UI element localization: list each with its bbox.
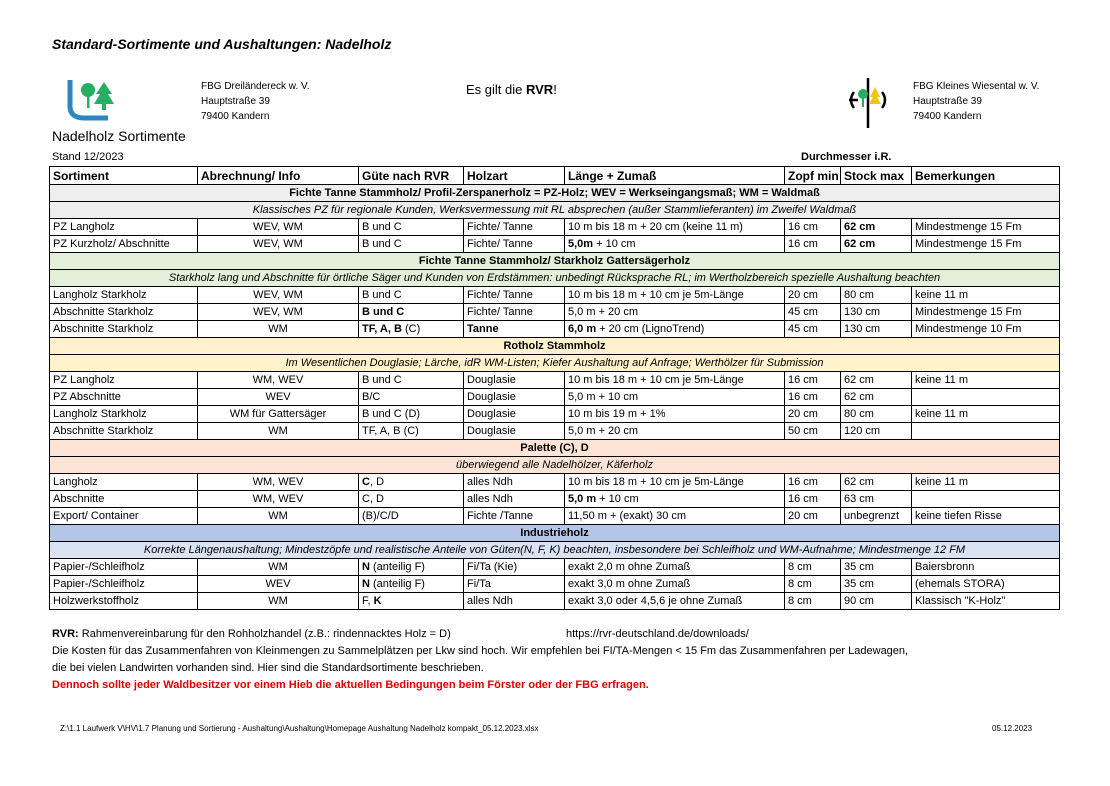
cell-sortiment: PZ Abschnitte bbox=[50, 389, 198, 406]
cell-zopf: 45 cm bbox=[785, 304, 841, 321]
table-row bbox=[50, 304, 1060, 321]
table-row bbox=[50, 372, 1060, 389]
cell-zopf: 20 cm bbox=[785, 406, 841, 423]
cell-sortiment: PZ Langholz bbox=[50, 372, 198, 389]
right-org-street: Hauptstraße 39 bbox=[913, 96, 982, 107]
cell-zopf: 45 cm bbox=[785, 321, 841, 338]
cell-laenge bbox=[565, 236, 785, 253]
cell-zopf: 16 cm bbox=[785, 219, 841, 236]
cell-abrechnung: WM bbox=[198, 508, 359, 525]
cell-zopf: 16 cm bbox=[785, 236, 841, 253]
cell-zopf: 16 cm bbox=[785, 389, 841, 406]
group-title: Palette (C), D bbox=[50, 440, 1060, 457]
cell-zopf: 16 cm bbox=[785, 474, 841, 491]
cell-sortiment: Abschnitte Starkholz bbox=[50, 423, 198, 440]
cell-bemerkungen: Baiersbronn bbox=[912, 559, 1060, 576]
warning-text: Dennoch sollte jeder Waldbesitzer vor einem Hieb die aktuellen Bedingungen beim Förster oder der FBG erfragen. bbox=[52, 679, 649, 691]
cell-guete-bold: C bbox=[362, 476, 370, 488]
cell-holzart: Fi/Ta bbox=[464, 576, 565, 593]
header-stock: Stock max bbox=[841, 167, 912, 185]
cell-laenge: 11,50 m + (exakt) 30 cm bbox=[565, 508, 785, 525]
cell-holzart: Fichte/ Tanne bbox=[464, 304, 565, 321]
cell-abrechnung: WM bbox=[198, 593, 359, 610]
cell-stock: 63 cm bbox=[841, 491, 912, 508]
cell-bemerkungen: (ehemals STORA) bbox=[912, 576, 1060, 593]
cell-laenge-bold: 5,0 m bbox=[568, 493, 597, 505]
header-laenge: Länge + Zumaß bbox=[565, 167, 785, 185]
cell-guete bbox=[359, 593, 464, 610]
group-title: Rotholz Stammholz bbox=[50, 338, 1060, 355]
table-row bbox=[50, 389, 1060, 406]
cell-sortiment: Abschnitte Starkholz bbox=[50, 304, 198, 321]
cell-guete: B und C (D) bbox=[359, 406, 464, 423]
table-row bbox=[50, 508, 1060, 525]
rvr-link[interactable]: https://rvr-deutschland.de/downloads/ bbox=[566, 628, 749, 640]
cell-laenge: 5,0 m + 10 cm bbox=[565, 389, 785, 406]
cell-holzart: alles Ndh bbox=[464, 474, 565, 491]
cell-sortiment: Langholz bbox=[50, 474, 198, 491]
table-row bbox=[50, 423, 1060, 440]
cell-zopf: 50 cm bbox=[785, 423, 841, 440]
cell-laenge-rest: + 10 cm bbox=[596, 493, 639, 505]
cell-guete: B und C bbox=[359, 219, 464, 236]
cell-stock: 62 cm bbox=[841, 236, 912, 253]
cell-guete-pre: F, bbox=[362, 595, 374, 607]
left-org-name: FBG Dreiländereck w. V. bbox=[201, 81, 310, 92]
cell-holzart: Fichte /Tanne bbox=[464, 508, 565, 525]
right-org-city: 79400 Kandern bbox=[913, 111, 982, 122]
page-title: Standard-Sortimente und Aushaltungen: Nadelholz bbox=[52, 36, 392, 52]
cell-bemerkungen: Mindestmenge 15 Fm bbox=[912, 219, 1060, 236]
cell-stock: 130 cm bbox=[841, 321, 912, 338]
cell-guete-rest: (C) bbox=[401, 323, 421, 335]
group-subtitle: Im Wesentlichen Douglasie; Lärche, idR WM-Listen; Kiefer Aushaltung auf Anfrage; Werthölzer für Submission bbox=[50, 355, 1060, 372]
rvr-notice-bold: RVR bbox=[525, 82, 554, 97]
cell-abrechnung: WM, WEV bbox=[198, 372, 359, 389]
table-row bbox=[50, 474, 1060, 491]
cell-guete-rest: , D bbox=[369, 476, 385, 488]
cell-laenge: exakt 3,0 oder 4,5,6 je ohne Zumaß bbox=[565, 593, 785, 610]
cell-laenge bbox=[565, 491, 785, 508]
cell-abrechnung: WEV bbox=[198, 389, 359, 406]
group-title: Industrieholz bbox=[50, 525, 1060, 542]
cell-sortiment: Holzwerkstoffholz bbox=[50, 593, 198, 610]
cell-abrechnung: WEV, WM bbox=[198, 219, 359, 236]
rvr-footnote-text: Rahmenvereinbarung für den Rohholzhandel (z.B.: rindennacktes Holz = D) bbox=[78, 628, 451, 640]
cell-sortiment: Papier-/Schleifholz bbox=[50, 576, 198, 593]
cell-guete: TF, A, B (C) bbox=[359, 423, 464, 440]
cell-guete-bold: N bbox=[362, 561, 370, 573]
table-row bbox=[50, 559, 1060, 576]
group-subtitle: überwiegend alle Nadelhölzer, Käferholz bbox=[50, 457, 1060, 474]
cell-laenge-bold: 5,0m bbox=[568, 238, 594, 250]
cell-guete bbox=[359, 474, 464, 491]
cell-holzart: alles Ndh bbox=[464, 491, 565, 508]
cell-stock: 35 cm bbox=[841, 576, 912, 593]
right-org-name: FBG Kleines Wiesental w. V. bbox=[913, 81, 1040, 92]
group-header-row bbox=[50, 525, 1060, 542]
cell-guete: B und C bbox=[359, 372, 464, 389]
trees-logo-icon bbox=[66, 78, 116, 127]
cell-stock: 130 cm bbox=[841, 304, 912, 321]
print-date: 05.12.2023 bbox=[992, 724, 1033, 733]
cell-zopf: 20 cm bbox=[785, 287, 841, 304]
cell-bemerkungen: keine tiefen Risse bbox=[912, 508, 1060, 525]
cell-abrechnung: WM, WEV bbox=[198, 474, 359, 491]
cell-abrechnung: WM, WEV bbox=[198, 491, 359, 508]
cell-guete bbox=[359, 321, 464, 338]
group-subtitle: Klassisches PZ für regionale Kunden, Werksvermessung mit RL absprechen (außer Stammlieferanten) im Zweifel Waldmaß bbox=[50, 202, 1060, 219]
cell-zopf: 8 cm bbox=[785, 593, 841, 610]
group-header-row bbox=[50, 338, 1060, 355]
rvr-notice bbox=[466, 82, 557, 97]
cell-guete bbox=[359, 576, 464, 593]
cell-bemerkungen: keine 11 m bbox=[912, 474, 1060, 491]
sortiment-table bbox=[49, 166, 1060, 610]
cell-laenge-rest: + 10 cm bbox=[593, 238, 636, 250]
group-subheader-row bbox=[50, 542, 1060, 559]
cell-holzart: Fi/Ta (Kie) bbox=[464, 559, 565, 576]
rvr-notice-suffix: ! bbox=[553, 82, 557, 97]
group-subheader-row bbox=[50, 355, 1060, 372]
cell-abrechnung: WEV, WM bbox=[198, 236, 359, 253]
cell-bemerkungen: Mindestmenge 15 Fm bbox=[912, 304, 1060, 321]
cell-laenge: 10 m bis 18 m + 10 cm je 5m-Länge bbox=[565, 372, 785, 389]
header-holzart: Holzart bbox=[464, 167, 565, 185]
cell-sortiment: Abschnitte bbox=[50, 491, 198, 508]
cell-stock: 80 cm bbox=[841, 406, 912, 423]
footnote-line-2: Die Kosten für das Zusammenfahren von Kleinmengen zu Sammelplätzen per Lkw sind hoch. Wir empfehlen bei FI/TA-Mengen < 15 Fm das Zusammenfahren per Ladewagen, bbox=[52, 645, 909, 657]
cell-sortiment: Langholz Starkholz bbox=[50, 406, 198, 423]
cell-stock: 62 cm bbox=[841, 389, 912, 406]
group-title: Fichte Tanne Stammholz/ Profil-Zerspanerholz = PZ-Holz; WEV = Werkseingangsmaß; WM = Waldmaß bbox=[50, 185, 1060, 202]
cell-stock: 120 cm bbox=[841, 423, 912, 440]
group-title: Fichte Tanne Stammholz/ Starkholz Gattersägerholz bbox=[50, 253, 1060, 270]
header-sortiment: Sortiment bbox=[50, 167, 198, 185]
cell-holzart: Tanne bbox=[464, 321, 565, 338]
cell-sortiment: Langholz Starkholz bbox=[50, 287, 198, 304]
cell-guete: C, D bbox=[359, 491, 464, 508]
cell-guete bbox=[359, 559, 464, 576]
cell-stock: 62 cm bbox=[841, 372, 912, 389]
cell-bemerkungen bbox=[912, 491, 1060, 508]
cell-sortiment: Export/ Container bbox=[50, 508, 198, 525]
cell-laenge: 10 m bis 19 m + 1% bbox=[565, 406, 785, 423]
cell-laenge: 10 m bis 18 m + 20 cm (keine 11 m) bbox=[565, 219, 785, 236]
group-subheader-row bbox=[50, 270, 1060, 287]
cell-guete: B und C bbox=[359, 287, 464, 304]
cell-zopf: 8 cm bbox=[785, 576, 841, 593]
rvr-notice-prefix: Es gilt die bbox=[466, 82, 526, 97]
cell-guete: (B)/C/D bbox=[359, 508, 464, 525]
cell-laenge: exakt 3,0 m ohne Zumaß bbox=[565, 576, 785, 593]
cell-bemerkungen: Klassisch "K-Holz" bbox=[912, 593, 1060, 610]
header-abrechnung: Abrechnung/ Info bbox=[198, 167, 359, 185]
cell-laenge: 5,0 m + 20 cm bbox=[565, 304, 785, 321]
cell-bemerkungen: keine 11 m bbox=[912, 406, 1060, 423]
left-org-street: Hauptstraße 39 bbox=[201, 96, 270, 107]
cell-holzart: Douglasie bbox=[464, 389, 565, 406]
cell-laenge: 5,0 m + 20 cm bbox=[565, 423, 785, 440]
header-zopf: Zopf min bbox=[785, 167, 841, 185]
cell-sortiment: PZ Kurzholz/ Abschnitte bbox=[50, 236, 198, 253]
table-row bbox=[50, 287, 1060, 304]
cell-laenge: 10 m bis 18 m + 10 cm je 5m-Länge bbox=[565, 287, 785, 304]
table-row bbox=[50, 321, 1060, 338]
table-row bbox=[50, 491, 1060, 508]
footnote-line-3: die bei vielen Landwirten vorhanden sind. Hier sind die Standardsortimente beschrieben. bbox=[52, 662, 484, 674]
table-row bbox=[50, 576, 1060, 593]
cell-abrechnung: WM bbox=[198, 423, 359, 440]
header-guete: Güte nach RVR bbox=[359, 167, 464, 185]
cell-abrechnung: WM für Gattersäger bbox=[198, 406, 359, 423]
cell-guete-bold: N bbox=[362, 578, 370, 590]
group-subtitle: Korrekte Längenaushaltung; Mindestzöpfe und realistische Anteile von Güten(N, F, K) beachten, insbesondere bei Schleifholz und WM-Aufnahme; Mindestmenge 12 FM bbox=[50, 542, 1060, 559]
table-row bbox=[50, 406, 1060, 423]
group-subheader-row bbox=[50, 202, 1060, 219]
cell-guete-bold: K bbox=[373, 595, 382, 607]
cell-bemerkungen: keine 11 m bbox=[912, 287, 1060, 304]
diameter-note: Durchmesser i.R. bbox=[801, 151, 892, 163]
cell-laenge-rest: + 20 cm (LignoTrend) bbox=[596, 323, 705, 335]
cell-laenge bbox=[565, 321, 785, 338]
cell-holzart: Douglasie bbox=[464, 372, 565, 389]
left-org-address bbox=[201, 79, 310, 124]
cell-holzart: Douglasie bbox=[464, 423, 565, 440]
table-header-row bbox=[50, 167, 1060, 185]
cell-laenge: exakt 2,0 m ohne Zumaß bbox=[565, 559, 785, 576]
cell-abrechnung: WM bbox=[198, 321, 359, 338]
cell-guete: B und C bbox=[359, 236, 464, 253]
group-subheader-row bbox=[50, 457, 1060, 474]
table-row bbox=[50, 219, 1060, 236]
cell-abrechnung: WEV, WM bbox=[198, 304, 359, 321]
header-bemerkungen: Bemerkungen bbox=[912, 167, 1060, 185]
cell-stock: 62 cm bbox=[841, 474, 912, 491]
group-header-row bbox=[50, 440, 1060, 457]
cell-guete: B und C bbox=[359, 304, 464, 321]
cell-zopf: 8 cm bbox=[785, 559, 841, 576]
cell-zopf: 16 cm bbox=[785, 491, 841, 508]
cell-guete: B/C bbox=[359, 389, 464, 406]
table-row bbox=[50, 236, 1060, 253]
group-subtitle: Starkholz lang und Abschnitte für örtliche Säger und Kunden von Erdstämmen: unbedingt Rücksprache RL; im Wertholzbereich spezielle Aushaltung beachten bbox=[50, 270, 1060, 287]
cell-laenge-bold: 6,0 m bbox=[568, 323, 597, 335]
right-org-address bbox=[913, 79, 1039, 124]
cell-holzart: Fichte/ Tanne bbox=[464, 287, 565, 304]
cell-holzart: Fichte/ Tanne bbox=[464, 219, 565, 236]
file-path: Z:\1.1 Laufwerk V\HV\1.7 Planung und Sortierung - Aushaltung\Aushaltung\Homepage Aushaltung Nadelholz kompakt_05.12.2023.xlsx bbox=[60, 724, 539, 733]
cell-guete-bold: TF, A, B bbox=[362, 323, 402, 335]
cell-bemerkungen: keine 11 m bbox=[912, 372, 1060, 389]
cell-abrechnung: WM bbox=[198, 559, 359, 576]
table-row bbox=[50, 593, 1060, 610]
cell-abrechnung: WEV bbox=[198, 576, 359, 593]
cell-abrechnung: WEV, WM bbox=[198, 287, 359, 304]
cell-laenge: 10 m bis 18 m + 10 cm je 5m-Länge bbox=[565, 474, 785, 491]
rvr-footnote bbox=[52, 628, 451, 640]
cell-holzart: Douglasie bbox=[464, 406, 565, 423]
section-title: Nadelholz Sortimente bbox=[52, 128, 186, 144]
cell-holzart: Fichte/ Tanne bbox=[464, 236, 565, 253]
cell-zopf: 20 cm bbox=[785, 508, 841, 525]
cell-bemerkungen: Mindestmenge 15 Fm bbox=[912, 236, 1060, 253]
cell-holzart: alles Ndh bbox=[464, 593, 565, 610]
group-header-row bbox=[50, 253, 1060, 270]
stand-date: Stand 12/2023 bbox=[52, 151, 124, 163]
cell-sortiment: Papier-/Schleifholz bbox=[50, 559, 198, 576]
cell-bemerkungen bbox=[912, 423, 1060, 440]
rvr-footnote-label: RVR: bbox=[52, 628, 79, 640]
cell-stock: 62 cm bbox=[841, 219, 912, 236]
cell-guete-rest: (anteilig F) bbox=[369, 561, 425, 573]
left-org-city: 79400 Kandern bbox=[201, 111, 270, 122]
cell-bemerkungen bbox=[912, 389, 1060, 406]
trees-seal-logo-icon bbox=[846, 78, 890, 133]
cell-bemerkungen: Mindestmenge 10 Fm bbox=[912, 321, 1060, 338]
cell-stock: 35 cm bbox=[841, 559, 912, 576]
cell-guete-rest: (anteilig F) bbox=[369, 578, 425, 590]
group-header-row bbox=[50, 185, 1060, 202]
cell-stock: 90 cm bbox=[841, 593, 912, 610]
cell-sortiment: Abschnitte Starkholz bbox=[50, 321, 198, 338]
cell-stock: 80 cm bbox=[841, 287, 912, 304]
cell-stock: unbegrenzt bbox=[841, 508, 912, 525]
cell-zopf: 16 cm bbox=[785, 372, 841, 389]
cell-sortiment: PZ Langholz bbox=[50, 219, 198, 236]
